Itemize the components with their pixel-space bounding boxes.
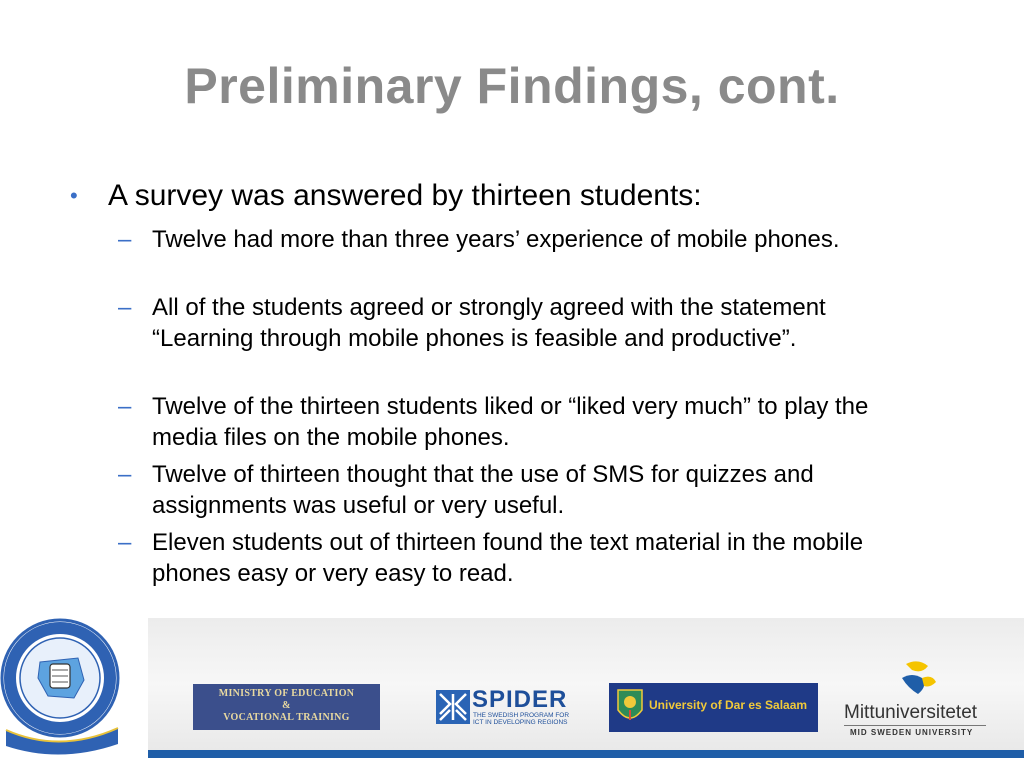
ministry-logo	[193, 684, 380, 730]
ministry-line2: &	[282, 700, 291, 711]
miun-logo	[840, 658, 1000, 740]
sub-marker: –	[118, 226, 132, 253]
sub-marker: –	[118, 529, 132, 556]
sub-text: Twelve had more than three years’ experience of mobile phones.	[152, 226, 840, 253]
bullet-text: A survey was answered by thirteen students:	[108, 179, 702, 212]
ministry-line3: VOCATIONAL TRAINING	[223, 712, 350, 723]
sub-marker: –	[118, 393, 132, 420]
udsm-name: University of Dar es Salaam	[649, 698, 808, 712]
open-university-logo	[0, 618, 148, 758]
sub-text: All of the students agreed or strongly agreed with the statement “Learning through mobile phones is feasible and productive”.	[152, 294, 826, 352]
spider-tag-line1: THE SWEDISH PROGRAM FOR	[473, 712, 570, 719]
miun-mark-icon	[898, 658, 938, 698]
sub-text: Twelve of thirteen thought that the use of SMS for quizzes and assignments was useful or very useful.	[152, 461, 814, 519]
miun-subtitle: MID SWEDEN UNIVERSITY	[850, 728, 974, 737]
sub-marker: –	[118, 294, 132, 321]
spider-name: SPIDER	[472, 686, 568, 713]
spider-mark-icon	[436, 690, 470, 724]
ministry-line1: MINISTRY OF EDUCATION	[218, 688, 355, 699]
udsm-logo	[609, 683, 818, 732]
slide-title: Preliminary Findings, cont.	[184, 58, 840, 114]
spider-tag-line2: ICT IN DEVELOPING REGIONS	[473, 719, 568, 726]
spider-logo	[436, 688, 572, 728]
bullet-marker: •	[70, 183, 78, 208]
sub-marker: –	[118, 461, 132, 488]
footer-base	[0, 758, 1024, 768]
sub-text: Twelve of the thirteen students liked or “liked very much” to play the media files on the mobile phones.	[152, 393, 869, 451]
udsm-crest-icon	[614, 686, 646, 728]
footer-divider	[0, 750, 1024, 758]
spider-tagline	[473, 712, 569, 726]
sub-text: Eleven students out of thirteen found the text material in the mobile phones easy or very easy to read.	[152, 529, 864, 587]
seal-icon	[0, 618, 148, 758]
miun-divider	[844, 725, 986, 726]
miun-name: Mittuniversitetet	[844, 702, 978, 723]
